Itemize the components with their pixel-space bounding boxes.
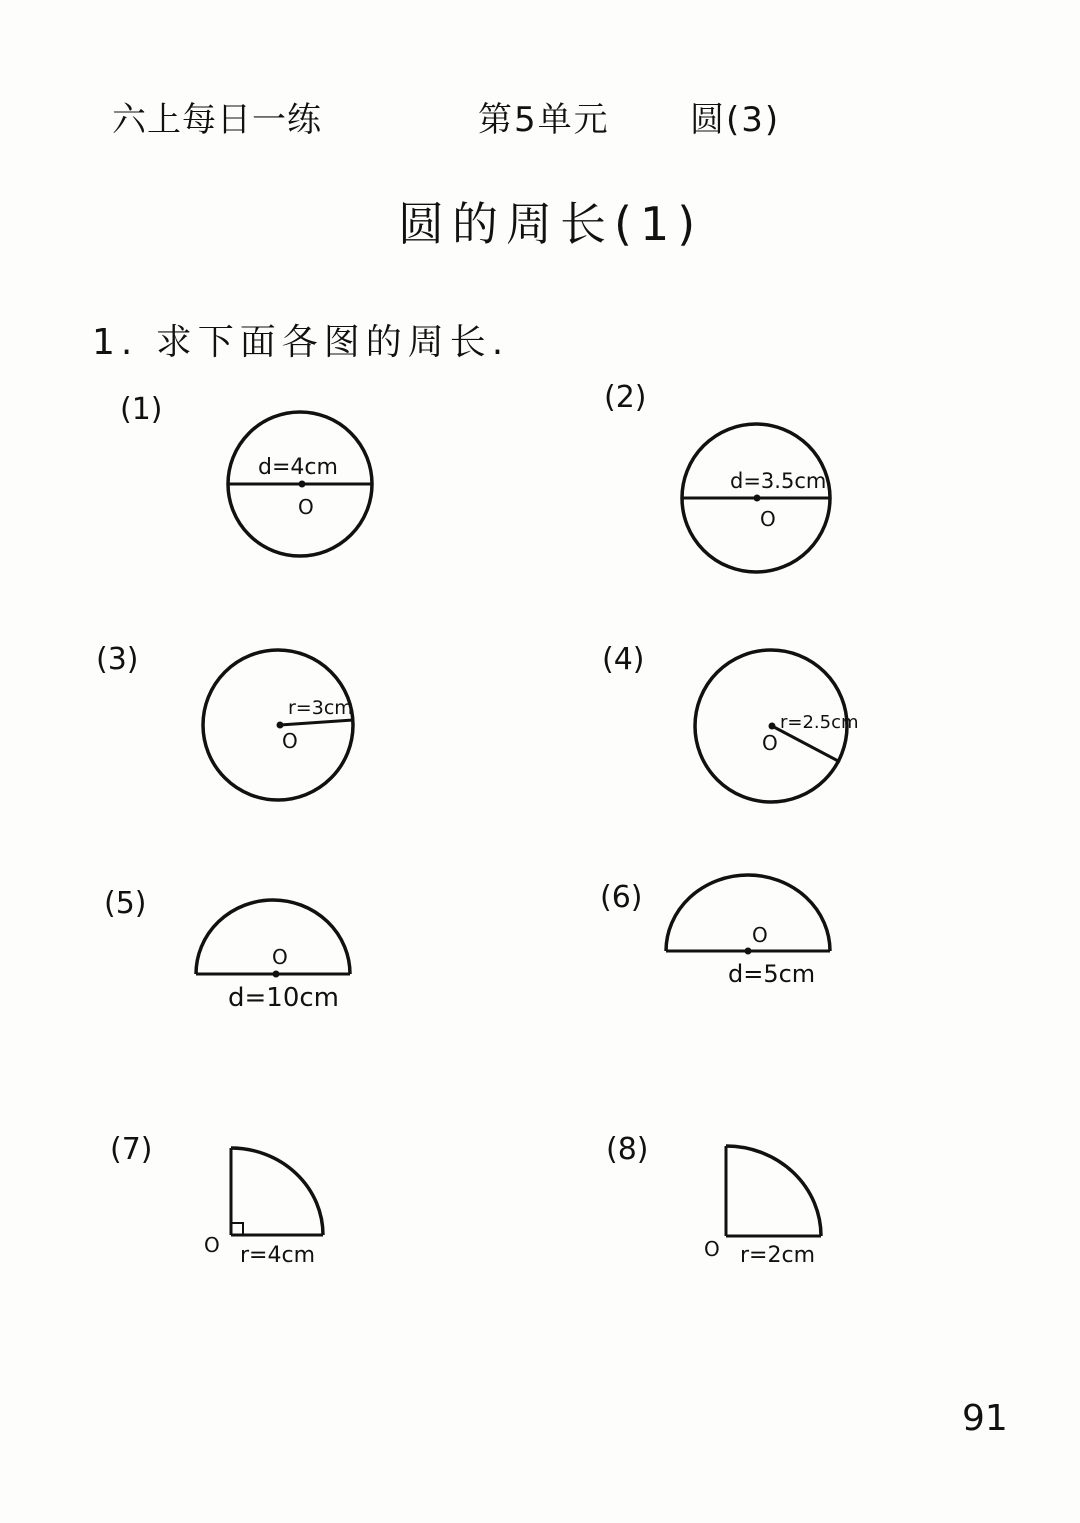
- problem-label-8: (8): [606, 1132, 649, 1167]
- figure-4-circle: [695, 650, 859, 802]
- problem-label-3: (3): [96, 642, 139, 677]
- center-dot: [277, 722, 284, 729]
- figure-7-quarter-circle: [204, 1148, 323, 1268]
- center-label: O: [204, 1233, 220, 1257]
- center-label: O: [282, 729, 298, 753]
- center-label: O: [298, 495, 314, 519]
- measure-label: r=4cm: [240, 1243, 316, 1268]
- center-dot: [299, 481, 306, 488]
- center-label: O: [272, 945, 288, 969]
- figure-5-semicircle: [196, 900, 350, 1013]
- semicircle-arc: [666, 875, 830, 951]
- problem-label-2: (2): [604, 380, 647, 415]
- radius-line: [280, 720, 353, 725]
- figure-6-semicircle: [666, 875, 830, 988]
- measure-label: d=10cm: [228, 983, 339, 1013]
- center-dot: [273, 971, 280, 978]
- page-title: 圆的周长(1): [398, 197, 704, 251]
- series-title: 六上每日一练: [112, 100, 322, 140]
- measure-label: r=2cm: [740, 1243, 816, 1268]
- question-prompt: 1. 求下面各图的周长.: [92, 322, 510, 363]
- page-number: 91: [962, 1398, 1008, 1439]
- center-label: O: [704, 1237, 720, 1261]
- quarter-arc: [231, 1148, 323, 1235]
- center-dot: [745, 948, 752, 955]
- right-angle-mark: [231, 1223, 243, 1235]
- problem-label-1: (1): [120, 392, 163, 427]
- measure-label: d=3.5cm: [730, 469, 827, 493]
- problem-label-4: (4): [602, 642, 645, 677]
- quarter-arc: [726, 1146, 821, 1236]
- measure-label: r=3cm: [288, 697, 353, 719]
- figure-3-circle: [203, 650, 353, 800]
- center-dot: [754, 495, 761, 502]
- measure-label: r=2.5cm: [780, 712, 859, 733]
- center-label: O: [762, 731, 778, 755]
- problem-label-6: (6): [600, 880, 643, 915]
- problem-label-5: (5): [104, 886, 147, 921]
- figure-8-quarter-circle: [704, 1146, 821, 1268]
- measure-label: d=5cm: [728, 960, 816, 988]
- topic-title: 圆(3): [690, 100, 781, 140]
- figure-1-circle: [228, 412, 372, 556]
- center-label: O: [752, 923, 768, 947]
- unit-title: 第5单元: [478, 100, 610, 140]
- center-label: O: [760, 507, 776, 531]
- figure-2-circle: [682, 424, 830, 572]
- measure-label: d=4cm: [258, 455, 338, 480]
- problem-label-7: (7): [110, 1132, 153, 1167]
- center-dot: [769, 723, 776, 730]
